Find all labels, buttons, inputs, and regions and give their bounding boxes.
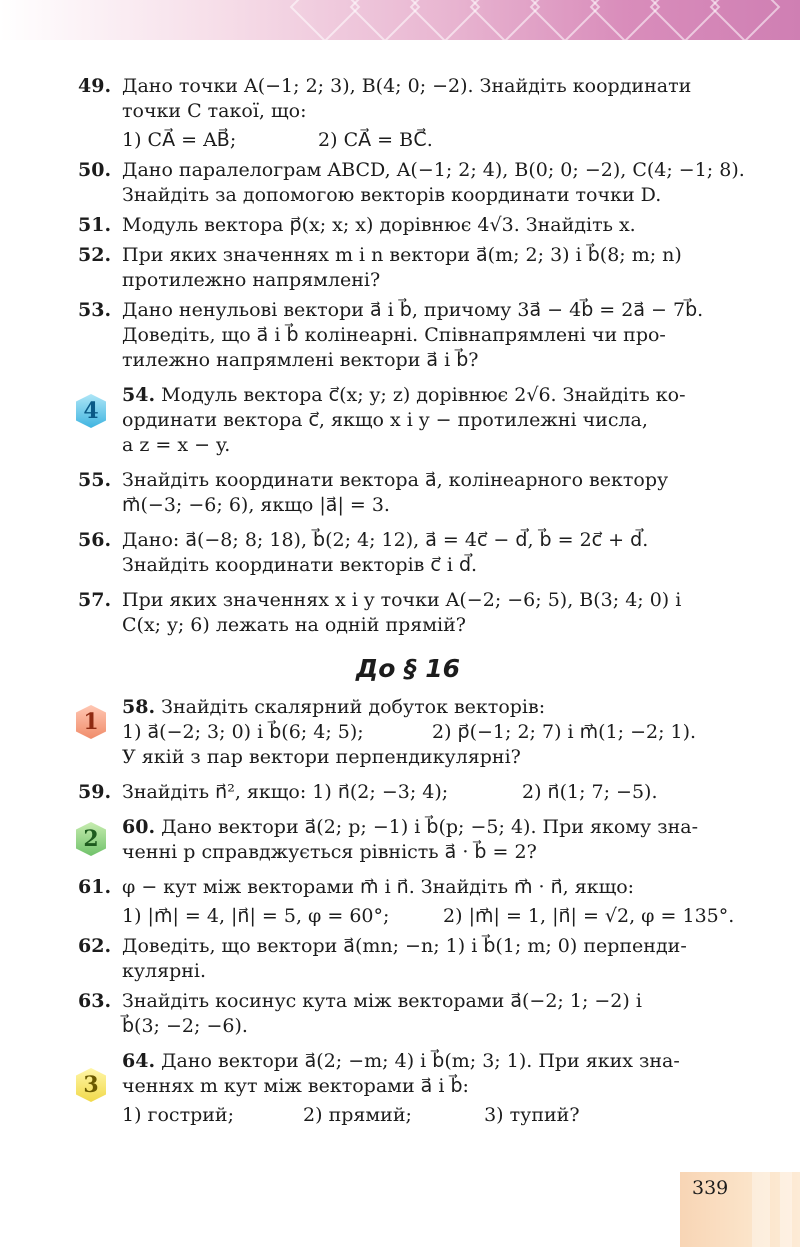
exercise-list <box>78 74 745 1133</box>
exercise-64 <box>78 1049 738 1128</box>
exercise-number: 60. <box>122 816 156 838</box>
exercise-text: При яких значеннях x і y точки A(−2; −6; 5), B(3; 4; 0) і <box>122 589 682 611</box>
exercise-text <box>122 1049 738 1074</box>
exercise-text: Знайдіть координати вектора a⃗, колінеарного вектору <box>122 469 669 491</box>
exercise-text-part: Знайдіть n⃗², якщо: 1) n⃗(2; −3; 4); <box>122 781 449 803</box>
exercise-53 <box>78 298 738 373</box>
exercise-text: а z = x − y. <box>122 434 231 456</box>
option-1: 1) a⃗(−2; 3; 0) і b⃗(6; 4; 5); <box>122 721 364 743</box>
exercise-text-part: Дано вектори a⃗(2; −m; 4) і b⃗(m; 3; 1). При яких зна- <box>161 1050 680 1072</box>
option-1: 1) |m⃗| = 4, |n⃗| = 5, φ = 60°; <box>122 905 390 927</box>
decorative-header-band <box>0 0 800 40</box>
exercise-text: тилежно напрямлені вектори a⃗ і b⃗? <box>122 349 479 371</box>
option-2: 2) n⃗(1; 7; −5). <box>522 781 658 803</box>
exercise-text: Знайдіть за допомогою векторів координати точки D. <box>122 184 662 206</box>
exercise-number: 57. <box>78 589 112 611</box>
exercise-number: 49. <box>78 75 112 97</box>
exercise-number: 58. <box>122 696 156 718</box>
option-1: 1) гострий; <box>122 1104 234 1126</box>
exercise-text: m⃗(−3; −6; 6), якщо |a⃗| = 3. <box>122 494 390 516</box>
exercise-51 <box>78 213 738 238</box>
exercise-options <box>122 1103 738 1128</box>
level-badge-3: 3 <box>76 1068 106 1102</box>
exercise-55 <box>78 468 738 518</box>
option-3: 3) тупий? <box>484 1104 580 1126</box>
exercise-text: При яких значеннях m і n вектори a⃗(m; 2; 3) і b⃗(8; m; n) <box>122 244 682 266</box>
exercise-text: Знайдіть координати векторів c⃗ і d⃗. <box>122 554 478 576</box>
exercise-61 <box>78 875 738 929</box>
exercise-text: ченні p справджується рівність a⃗ · b⃗ = 2? <box>122 841 537 863</box>
exercise-text <box>122 815 738 840</box>
exercise-number: 52. <box>78 244 112 266</box>
exercise-text: Дано паралелограм ABCD, A(−1; 2; 4), B(0; 0; −2), C(4; −1; 8). <box>122 159 745 181</box>
exercise-text <box>122 695 738 720</box>
exercise-63 <box>78 989 738 1039</box>
exercise-text: Знайдіть косинус кута між векторами a⃗(−2; 1; −2) і <box>122 990 642 1012</box>
exercise-number: 62. <box>78 935 112 957</box>
exercise-number: 53. <box>78 299 112 321</box>
exercise-text: Дано ненульові вектори a⃗ і b⃗, причому 3a⃗ − 4b⃗ = 2a⃗ − 7b⃗. <box>122 299 704 321</box>
exercise-text: C(x; y; 6) лежать на одній прямій? <box>122 614 466 636</box>
exercise-52 <box>78 243 738 293</box>
exercise-options <box>122 904 738 929</box>
exercise-59 <box>78 780 738 805</box>
exercise-text: ординати вектора c⃗, якщо x і y − протилежні числа, <box>122 409 648 431</box>
exercise-text: b⃗(3; −2; −6). <box>122 1015 248 1037</box>
exercise-text: ченнях m кут між векторами a⃗ і b⃗: <box>122 1075 469 1097</box>
exercise-number: 50. <box>78 159 112 181</box>
exercise-text: кулярні. <box>122 960 207 982</box>
exercise-text <box>122 780 738 805</box>
exercise-text: Доведіть, що вектори a⃗(mn; −n; 1) і b⃗(1; m; 0) перпенди- <box>122 935 687 957</box>
exercise-text: Доведіть, що a⃗ і b⃗ колінеарні. Співнапрямлені чи про- <box>122 324 666 346</box>
section-heading: До § 16 <box>355 654 461 683</box>
level-badge-2: 2 <box>76 822 106 856</box>
exercise-text: У якій з пар вектори перпендикулярні? <box>122 746 521 768</box>
exercise-56 <box>78 528 738 578</box>
exercise-text <box>122 383 738 408</box>
exercise-text: Дано точки A(−1; 2; 3), B(4; 0; −2). Знайдіть координати <box>122 75 692 97</box>
exercise-text: φ − кут між векторами m⃗ і n⃗. Знайдіть m⃗ · n⃗, якщо: <box>122 876 635 898</box>
exercise-text: протилежно напрямлені? <box>122 269 381 291</box>
exercise-text: Дано: a⃗(−8; 8; 18), b⃗(2; 4; 12), a⃗ = 4c⃗ − d⃗, b⃗ = 2c⃗ + d⃗. <box>122 529 649 551</box>
page-number: 339 <box>692 1177 729 1199</box>
exercise-text: Модуль вектора p⃗(x; x; x) дорівнює 4√3. Знайдіть x. <box>122 214 636 236</box>
exercise-50 <box>78 158 745 208</box>
exercise-62 <box>78 934 738 984</box>
exercise-58 <box>78 695 738 770</box>
exercise-number: 55. <box>78 469 112 491</box>
option-2: 2) CA⃗ = BC⃗. <box>318 129 433 151</box>
exercise-number: 61. <box>78 876 112 898</box>
decorative-stripe <box>752 1172 770 1247</box>
exercise-number: 56. <box>78 529 112 551</box>
decorative-stripe <box>780 1172 792 1247</box>
hexagon-pattern <box>710 0 781 40</box>
exercise-number: 54. <box>122 384 156 406</box>
exercise-54 <box>78 383 738 458</box>
exercise-number: 59. <box>78 781 112 803</box>
exercise-57 <box>78 588 738 638</box>
exercise-text-part: Модуль вектора c⃗(x; y; z) дорівнює 2√6. Знайдіть ко- <box>161 384 686 406</box>
option-2: 2) p⃗(−1; 2; 7) і m⃗(1; −2; 1). <box>432 721 697 743</box>
exercise-text-part: Дано вектори a⃗(2; p; −1) і b⃗(p; −5; 4). При якому зна- <box>161 816 699 838</box>
option-2: 2) |m⃗| = 1, |n⃗| = √2, φ = 135°. <box>443 905 735 927</box>
exercise-number: 63. <box>78 990 112 1012</box>
exercise-number: 51. <box>78 214 112 236</box>
exercise-options <box>122 720 738 745</box>
level-badge-1: 1 <box>76 705 106 739</box>
option-2: 2) прямий; <box>303 1104 412 1126</box>
exercise-options <box>122 128 738 153</box>
exercise-49 <box>78 74 738 153</box>
option-1: 1) CA⃗ = AB⃗; <box>122 129 237 151</box>
exercise-text: точки C такої, що: <box>122 100 307 122</box>
level-badge-4: 4 <box>76 394 106 428</box>
exercise-60 <box>78 815 738 865</box>
exercise-number: 64. <box>122 1050 156 1072</box>
exercise-text-part: Знайдіть скалярний добуток векторів: <box>161 696 546 718</box>
